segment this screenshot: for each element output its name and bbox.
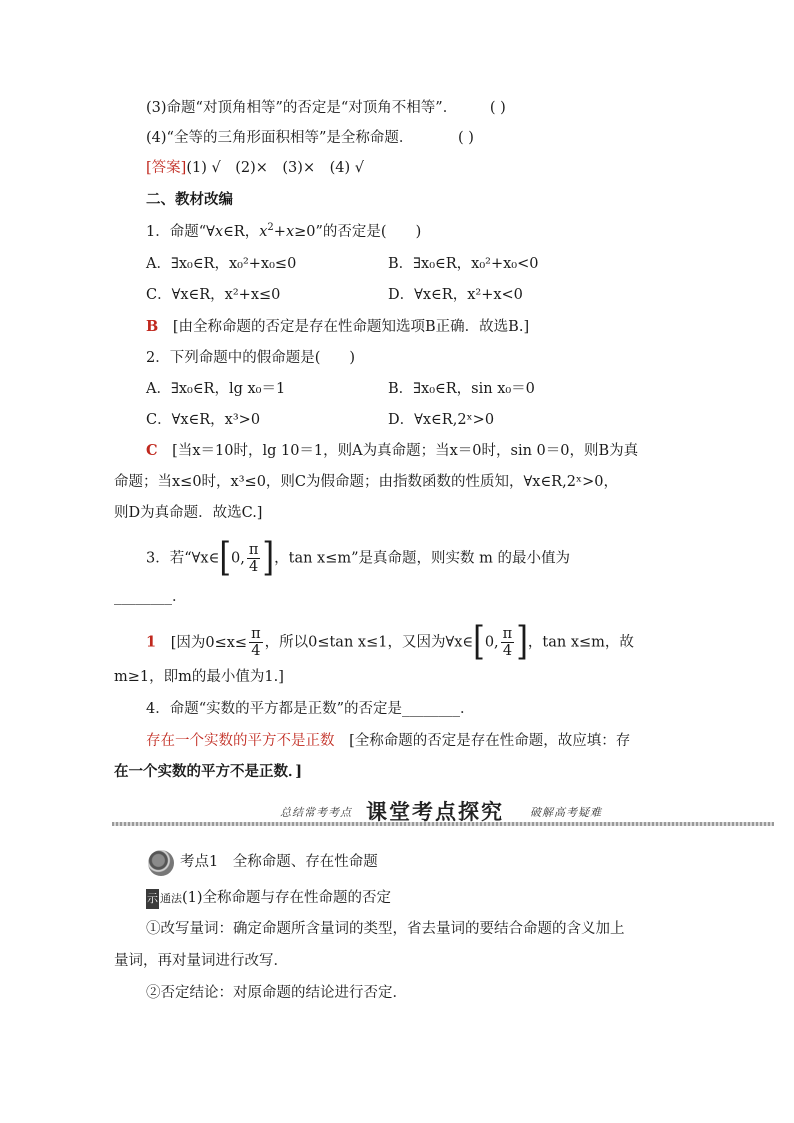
q2-option-d: D．∀x∈R,2ˣ>0 <box>388 412 495 428</box>
q4-answer-line1: 存在一个实数的平方不是正数 [全称命题的否定是存在性命题，故应填：存 <box>146 733 631 749</box>
q2-answer-line2: 命题；当x≤0时，x³≤0，则C为假命题；由指数函数的性质知，∀x∈R,2ˣ>0， <box>114 474 618 490</box>
section-banner <box>112 792 774 832</box>
tongfa-p1-line1: ①改写量词：确定命题所含量词的类型，省去量词的要结合命题的含义加上 <box>146 921 625 937</box>
q1-option-c: C．∀x∈R，x²+x≤0 <box>146 287 281 303</box>
tongfa-p1-line2: 量词，再对量词进行改写． <box>114 953 288 969</box>
banner-left-text: 总结常考考点 <box>280 806 352 819</box>
kaodian-circle-icon <box>148 850 174 876</box>
q2-answer-letter: C <box>146 442 158 459</box>
q2-answer-line1: C [当x＝10时，lg 10＝1，则A为真命题；当x＝0时，sin 0＝0，则B为真 <box>146 442 639 459</box>
answer-label: [答案] <box>146 160 187 176</box>
q2-stem: 2．下列命题中的假命题是( ) <box>146 350 356 366</box>
q2-option-b: B．∃x₀∈R，sin x₀＝0 <box>388 381 535 397</box>
q4-answer-red: 存在一个实数的平方不是正数 <box>146 733 335 749</box>
tongfa-heading: 示 通法(1)全称命题与存在性命题的否定 <box>146 888 391 909</box>
banner-right-text: 破解高考疑难 <box>530 806 602 819</box>
kaodian-title: 考点1 全称命题、存在性命题 <box>180 854 378 870</box>
q1-option-a: A．∃x₀∈R，x₀²+x₀≤0 <box>146 256 297 272</box>
q1-option-b: B．∃x₀∈R，x₀²+x₀<0 <box>388 256 539 272</box>
banner-title: 课堂考点探究 <box>366 800 504 824</box>
section-title: 二、教材改编 <box>146 191 233 208</box>
q3-answer-line1: 1 [因为0≤x≤ $\frac{\pi}{4}$ ，所以0≤tan x≤1，又因为∀x∈[0, $\frac{\pi}{4}$ ]，tan x≤m，故 <box>146 619 634 665</box>
q2-option-a: A．∃x₀∈R，lg x₀＝1 <box>146 381 286 397</box>
q3-answer-fraction: $\frac{\pi}{4}$ <box>251 626 261 659</box>
q4-stem: 4．命题“实数的平方都是正数”的否定是________． <box>146 701 475 717</box>
item-4: (4)“全等的三角形面积相等”是全称命题． ( ) <box>146 130 474 146</box>
q1-option-d: D．∀x∈R，x²+x<0 <box>388 287 523 303</box>
q2-option-c: C．∀x∈R，x³>0 <box>146 412 261 428</box>
answer-line: [答案](1) √ (2)× (3)× (4) √ <box>146 160 364 176</box>
q3-answer-letter: 1 <box>146 633 157 651</box>
item-3: (3)命题“对顶角相等”的否定是“对顶角不相等”． ( ) <box>146 100 506 116</box>
q2-answer-line3: 则D为真命题．故选C.] <box>114 505 263 521</box>
q3-blank: ________． <box>114 589 187 605</box>
q3-stem: 3．若“∀x∈[0, $\frac{\pi}{4}$ ]，tan x≤m”是真命题，则实数 m 的最小值为 <box>146 535 571 581</box>
q4-answer-line2: 在一个实数的平方不是正数．] <box>114 763 303 780</box>
q1-answer: B [由全称命题的否定是存在性命题知选项B正确．故选B.] <box>146 318 530 335</box>
q3-answer-line2: m≥1，即m的最小值为1.] <box>114 669 284 685</box>
q1-answer-letter: B <box>146 318 159 335</box>
tongfa-p2: ②否定结论：对原命题的结论进行否定． <box>146 985 407 1001</box>
tongfa-icon: 示 <box>146 889 159 909</box>
q1-stem: 1．命题“∀x∈R，$x^2+x\ge 0$”的否定是( ) <box>146 222 422 240</box>
q3-fraction: $\frac{\pi}{4}$ <box>248 542 259 575</box>
